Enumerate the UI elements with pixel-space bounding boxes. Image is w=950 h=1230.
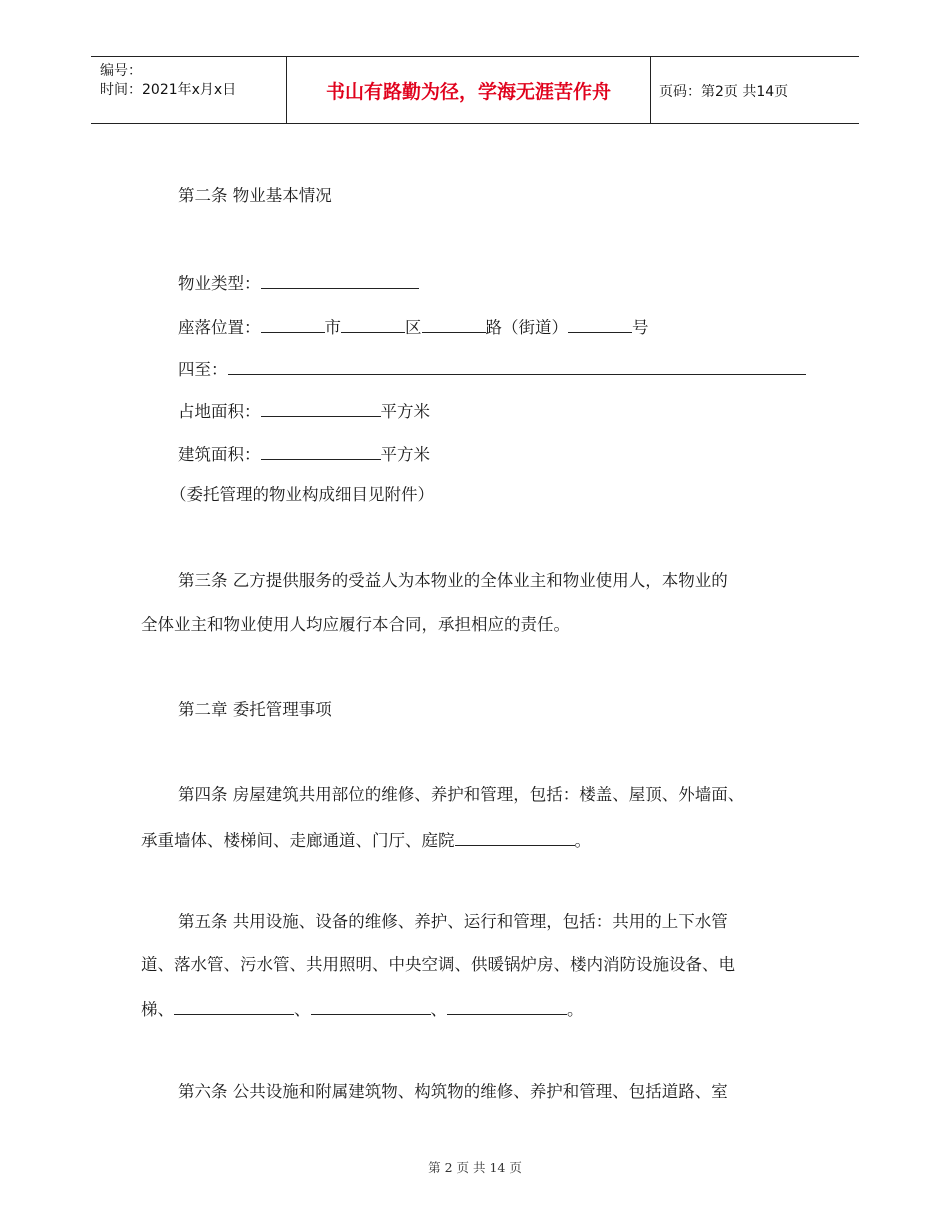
land-area-row xyxy=(178,400,430,422)
land-area-blank[interactable] xyxy=(261,400,381,417)
chapter-2-title: 第二章 委托管理事项 xyxy=(178,700,332,719)
article-5-sep-1: 、 xyxy=(294,1000,311,1019)
document-header xyxy=(91,56,859,124)
property-type-blank[interactable] xyxy=(261,272,419,289)
building-area-label: 建筑面积： xyxy=(178,445,261,464)
land-area-unit: 平方米 xyxy=(380,402,430,421)
land-area-label: 占地面积： xyxy=(178,402,261,421)
building-area-unit: 平方米 xyxy=(380,445,430,464)
article-4-blank[interactable] xyxy=(455,829,575,846)
article-4-text: 承重墙体、楼梯间、走廊通道、门厅、庭院 xyxy=(141,831,455,850)
article-4-line-1: 第四条 房屋建筑共用部位的维修、养护和管理，包括：楼盖、屋顶、外墙面、 xyxy=(178,785,745,804)
location-number-suffix: 号 xyxy=(632,318,649,337)
article-5-end: 。 xyxy=(567,1000,584,1019)
location-road-blank[interactable] xyxy=(422,316,486,333)
article-5-blank-3[interactable] xyxy=(447,998,567,1015)
location-city-suffix: 市 xyxy=(324,318,341,337)
header-meta xyxy=(91,57,286,123)
article-3-line-2: 全体业主和物业使用人均应履行本合同，承担相应的责任。 xyxy=(141,615,570,634)
location-number-blank[interactable] xyxy=(568,316,632,333)
article-4-line-2 xyxy=(141,829,591,851)
location-label: 座落位置： xyxy=(178,318,261,337)
boundary-blank[interactable] xyxy=(228,358,806,375)
property-type-row xyxy=(178,272,419,294)
boundary-row xyxy=(178,358,806,380)
article-4-end: 。 xyxy=(574,831,591,850)
article-5-line-1: 第五条 共用设施、设备的维修、养护、运行和管理，包括：共用的上下水管 xyxy=(178,912,728,931)
article-3-line-1: 第三条 乙方提供服务的受益人为本物业的全体业主和物业使用人，本物业的 xyxy=(178,571,728,590)
page-footer: 第 2 页 共 14 页 xyxy=(428,1160,522,1175)
article-2-title: 第二条 物业基本情况 xyxy=(178,186,332,205)
article-5-line-3 xyxy=(141,998,584,1020)
article-5-line-2: 道、落水管、污水管、共用照明、中央空调、供暖锅炉房、楼内消防设施设备、电 xyxy=(141,955,735,974)
article-6-line-1: 第六条 公共设施和附属建筑物、构筑物的维修、养护和管理、包括道路、室 xyxy=(178,1082,728,1101)
number-label: 编号： xyxy=(100,63,142,79)
annex-note: （委托管理的物业构成细目见附件） xyxy=(170,485,434,504)
header-page-info xyxy=(650,57,859,123)
article-5-blank-2[interactable] xyxy=(311,998,431,1015)
page-info-text: 页码：第2页 共14页 xyxy=(659,84,789,100)
building-area-blank[interactable] xyxy=(261,443,381,460)
location-district-blank[interactable] xyxy=(341,316,405,333)
boundary-label: 四至： xyxy=(178,360,228,379)
location-district-suffix: 区 xyxy=(405,318,422,337)
article-5-blank-1[interactable] xyxy=(174,998,294,1015)
location-row xyxy=(178,316,649,338)
building-area-row xyxy=(178,443,430,465)
location-city-blank[interactable] xyxy=(261,316,325,333)
time-label: 时间：2021年x月x日 xyxy=(100,82,237,98)
header-motto: 书山有路勤为径，学海无涯苦作舟 xyxy=(286,57,651,123)
article-5-start: 梯、 xyxy=(141,1000,174,1019)
property-type-label: 物业类型： xyxy=(178,274,261,293)
location-road-suffix: 路（街道） xyxy=(485,318,568,337)
article-5-sep-2: 、 xyxy=(430,1000,447,1019)
